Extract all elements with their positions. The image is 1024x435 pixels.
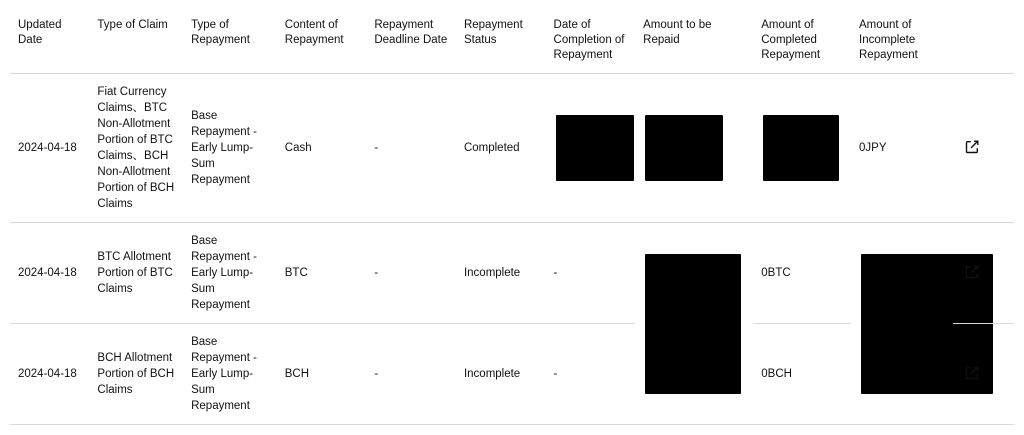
cell-amount-of-incomplete-repayment — [851, 223, 953, 425]
cell-action — [953, 223, 1014, 324]
cell-repayment-status: Completed — [456, 74, 546, 223]
cell-action — [953, 74, 1014, 223]
column-header-amount-of-completed-repayment: Amount of Completed Repayment — [753, 6, 851, 74]
table-row — [10, 223, 1014, 324]
cell-type-of-repayment: Base Repayment - Early Lump-Sum Repayment — [183, 223, 277, 324]
cell-type-of-claim: BTC Allotment Portion of BTC Claims — [89, 223, 183, 324]
cell-repayment-deadline-date: - — [366, 223, 456, 324]
cell-amount-to-be-repaid — [635, 223, 753, 425]
cell-content-of-repayment: Cash — [277, 74, 367, 223]
redacted-value — [645, 254, 741, 394]
column-header-content-of-repayment: Content of Repayment — [277, 6, 367, 74]
external-link-icon[interactable] — [961, 136, 983, 158]
repayment-table — [10, 6, 1014, 425]
column-header-repayment-status: Repayment Status — [456, 6, 546, 74]
cell-amount-of-incomplete-repayment: 0JPY — [851, 74, 953, 223]
column-header-type-of-repayment: Type of Repayment — [183, 6, 277, 74]
redacted-value — [645, 115, 723, 181]
column-header-amount-of-incomplete-repayment: Amount of Incomplete Repayment — [851, 6, 953, 74]
cell-date-of-completion — [546, 74, 636, 223]
table-header-row — [10, 6, 1014, 74]
cell-amount-of-completed-repayment: 0BCH — [753, 324, 851, 425]
cell-updated-date: 2024-04-18 — [10, 324, 89, 425]
column-header-amount-to-be-repaid: Amount to be Repaid — [635, 6, 753, 74]
cell-type-of-claim: BCH Allotment Portion of BCH Claims — [89, 324, 183, 425]
redacted-value — [556, 115, 634, 181]
cell-amount-of-completed-repayment — [753, 74, 851, 223]
cell-repayment-deadline-date: - — [366, 324, 456, 425]
cell-type-of-repayment: Base Repayment - Early Lump-Sum Repayment — [183, 324, 277, 425]
cell-date-of-completion: - — [546, 324, 636, 425]
column-header-repayment-deadline-date: Repayment Deadline Date — [366, 6, 456, 74]
cell-repayment-status: Incomplete — [456, 223, 546, 324]
cell-repayment-status: Incomplete — [456, 324, 546, 425]
external-link-icon[interactable] — [961, 261, 983, 283]
cell-content-of-repayment: BCH — [277, 324, 367, 425]
cell-action — [953, 324, 1014, 425]
cell-repayment-deadline-date: - — [366, 74, 456, 223]
cell-updated-date: 2024-04-18 — [10, 74, 89, 223]
table-header — [10, 6, 1014, 74]
cell-type-of-claim: Fiat Currency Claims、BTC Non-Allotment Portion of BTC Claims、BCH Non-Allotment Portion of BCH Claims — [89, 74, 183, 223]
table-body — [10, 74, 1014, 425]
redacted-value — [763, 115, 839, 181]
cell-content-of-repayment: BTC — [277, 223, 367, 324]
column-header-action — [953, 6, 1014, 74]
table-row — [10, 74, 1014, 223]
external-link-icon[interactable] — [961, 362, 983, 384]
column-header-date-of-completion: Date of Completion of Repayment — [546, 6, 636, 74]
cell-amount-of-completed-repayment: 0BTC — [753, 223, 851, 324]
cell-date-of-completion: - — [546, 223, 636, 324]
cell-updated-date: 2024-04-18 — [10, 223, 89, 324]
cell-amount-to-be-repaid — [635, 74, 753, 223]
column-header-type-of-claim: Type of Claim — [89, 6, 183, 74]
column-header-updated-date: Updated Date — [10, 6, 89, 74]
cell-type-of-repayment: Base Repayment - Early Lump-Sum Repayment — [183, 74, 277, 223]
